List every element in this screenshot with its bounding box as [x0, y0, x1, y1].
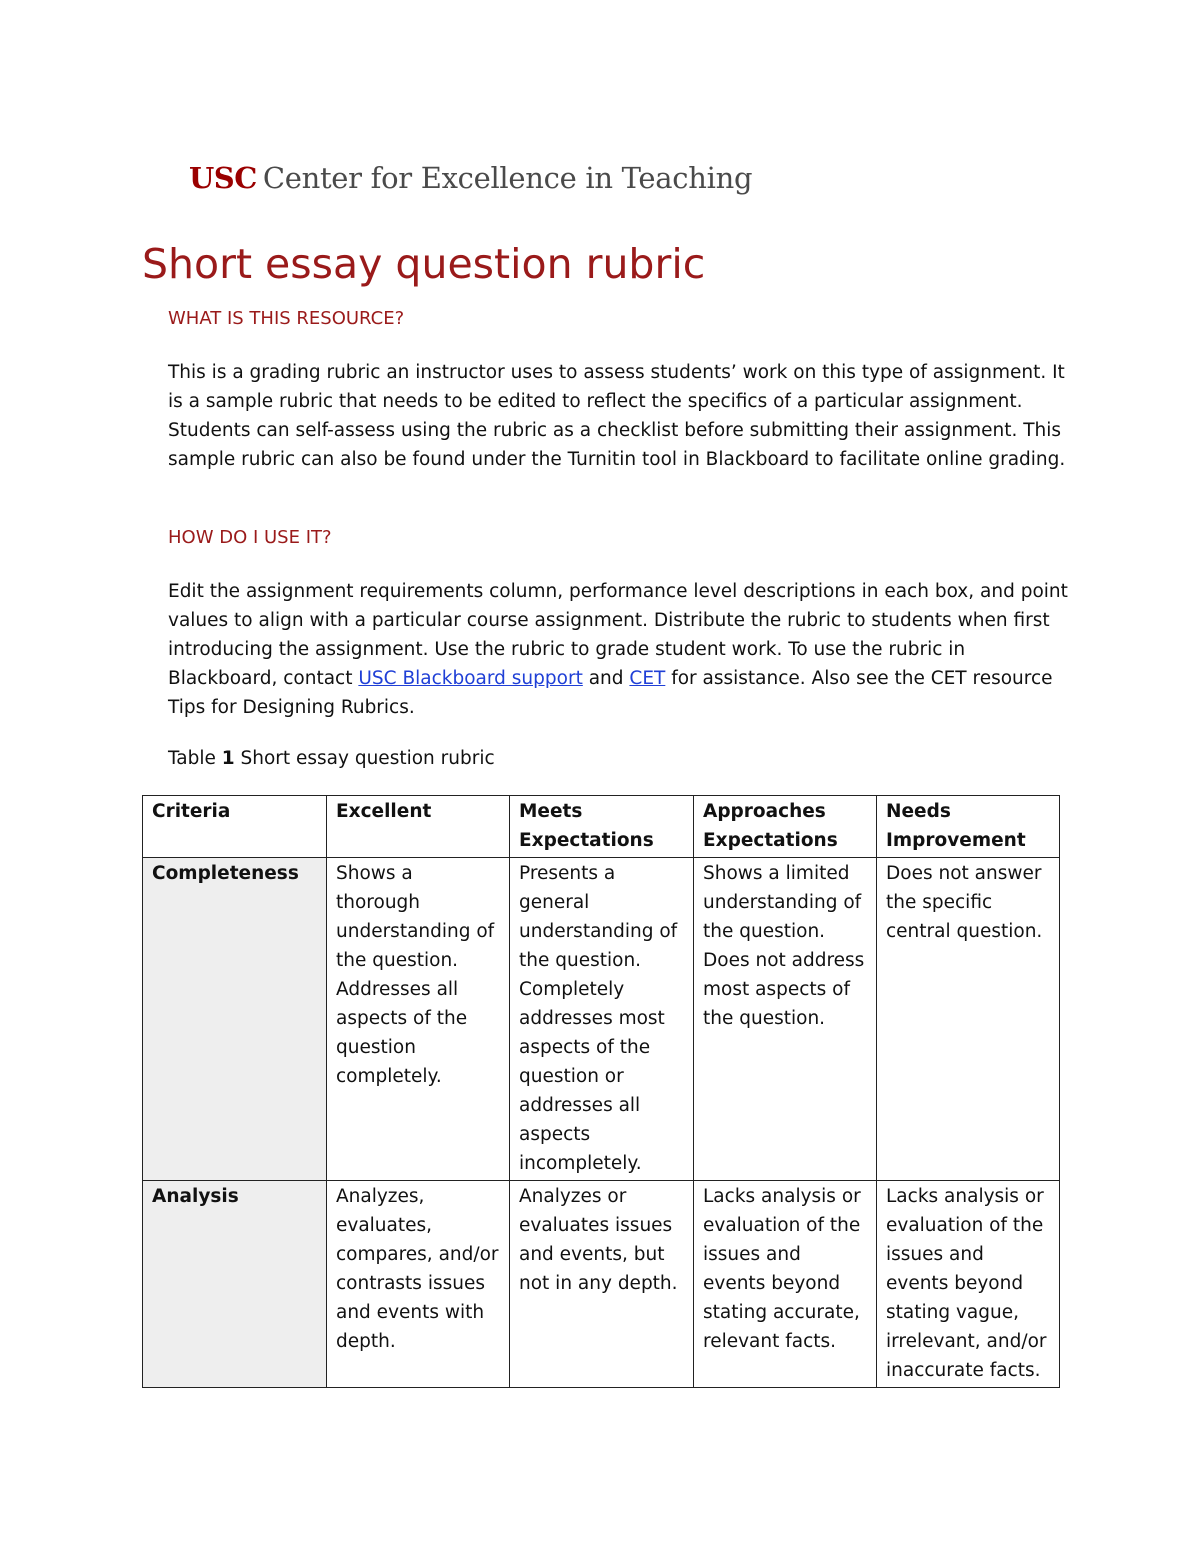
table-row: [143, 858, 1060, 1181]
section-heading-what: WHAT IS THIS RESOURCE?: [168, 308, 405, 329]
caption-number: 1: [221, 748, 235, 769]
how-text-middle: and: [582, 668, 630, 689]
table-header-row: [143, 796, 1060, 858]
caption-text: Short essay question rubric: [234, 748, 495, 769]
header-approaches-expectations: Approaches Expectations: [694, 796, 877, 858]
table-cell: Shows a limited understanding of the question. Does not address most aspects of the question.: [694, 858, 877, 1181]
header-needs-improvement: Needs Improvement: [877, 796, 1060, 858]
logo-brand: USC: [189, 161, 257, 195]
usc-cet-logo: [189, 156, 752, 200]
rubric-table: [142, 795, 1060, 1388]
table-cell: Lacks analysis or evaluation of the issues and events beyond stating accurate, relevant facts.: [694, 1181, 877, 1388]
table-cell: Analyzes or evaluates issues and events, but not in any depth.: [510, 1181, 694, 1388]
caption-prefix: Table: [168, 748, 222, 769]
blackboard-support-link[interactable]: USC Blackboard support: [358, 668, 583, 689]
table-row: [143, 1181, 1060, 1388]
logo-text: Center for Excellence in Teaching: [262, 161, 753, 195]
criterion-analysis: Analysis: [143, 1181, 327, 1388]
section-heading-how: HOW DO I USE IT?: [168, 527, 332, 548]
page-title: Short essay question rubric: [142, 240, 706, 288]
table-cell: Does not answer the specific central question.: [877, 858, 1060, 1181]
table-cell: Lacks analysis or evaluation of the issues and events beyond stating vague, irrelevant, and/or inaccurate facts.: [877, 1181, 1060, 1388]
table-cell: Shows a thorough understanding of the question. Addresses all aspects of the question completely.: [327, 858, 510, 1181]
criterion-completeness: Completeness: [143, 858, 327, 1181]
table-cell: Presents a general understanding of the question. Completely addresses most aspects of the question or addresses all aspects incompletely.: [510, 858, 694, 1181]
cet-link[interactable]: CET: [629, 668, 666, 689]
header-meets-expectations: Meets Expectations: [510, 796, 694, 858]
table-caption: [168, 744, 495, 773]
how-text-before: Edit the assignment requirements column, performance level descriptions in each box, and point values to align with a particular course assignment. Distribute the rubric to students when first introducing the assignment. Use the rubric to grade student work. To use the rubric in Blackboard, contact: [168, 581, 1068, 689]
header-criteria: Criteria: [143, 796, 327, 858]
how-text-after: for assistance. Also see the CET resource Tips for Designing Rubrics.: [168, 668, 1053, 718]
section-body-what: This is a grading rubric an instructor uses to assess students’ work on this type of assignment. It is a sample rubric that needs to be edited to reflect the specifics of a particular assignment. Students can self-assess using the rubric as a checklist before submitting their assignment. This sample rubric can also be found under the Turnitin tool in Blackboard to facilitate online grading.: [168, 362, 1066, 470]
header-excellent: Excellent: [327, 796, 510, 858]
table-cell: Analyzes, evaluates, compares, and/or contrasts issues and events with depth.: [327, 1181, 510, 1388]
section-body-how: [168, 577, 1068, 722]
